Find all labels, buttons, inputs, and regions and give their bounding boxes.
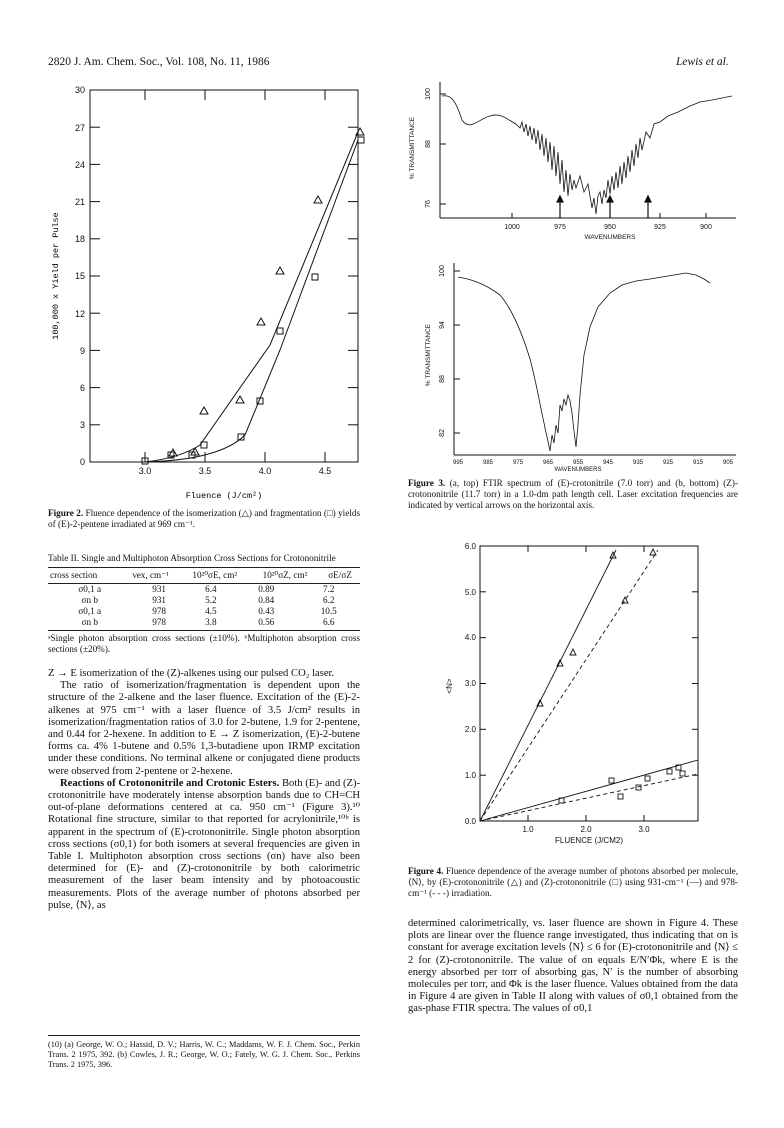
fig2-ytick: 0 [79,457,85,467]
table-2 [48,553,360,656]
figure-4-caption-text: Fluence dependence of the average number of photons absorbed per molecule, ⟨N⟩, by (E)-crotononitrile (△) and (Z)-crotononitrile (□) using 931-cm⁻¹ (—) and 978-cm⁻¹ (- - -) irradiation. [408,866,738,899]
table-2-header: νex, cm⁻¹ [132,570,169,581]
table-2-header: cross section [50,570,98,581]
running-header-left: 2820 J. Am. Chem. Soc., Vol. 108, No. 11, 1986 [48,56,270,68]
figure-3-caption-label: Figure 3. [408,478,446,488]
figure-4-caption-label: Figure 4. [408,866,444,876]
table-cell: 931 [152,584,167,595]
footnote: (10) (a) George, W. O.; Hassid, D. V.; Harris, W. C.; Maddams, W. F. J. Chem. Soc., Perkin Trans. 2 1975, 392. (b) Cowles, J. R.; George, W. O.; Fately, W. G. J. Chem. Soc., Perkins Trans. 2 1975, 396. [48,1040,360,1070]
figure-3b-spectrum [400,255,744,475]
fig2-ytick: 15 [74,271,85,281]
fig3a-xtick: 1000 [504,224,520,231]
fig4-ytick: 1.0 [464,771,476,780]
fig3b-ytick: 94 [439,321,446,329]
fig2-ytick: 18 [74,234,85,244]
table-row [48,606,360,617]
table-cell: 978 [152,606,167,617]
figure-4-chart [440,540,720,860]
table-cell: 7.2 [322,584,335,595]
fig3a-ytick: 76 [425,200,432,208]
fig3b-xtick: 995 [452,460,464,466]
fig3b-trace [458,273,710,451]
fig2-xtick: 3.5 [198,466,212,476]
table-2-header: 10²⁰σZ, cm² [262,570,308,581]
fig3a-xtick: 925 [654,224,666,231]
fig4-triangle-markers [537,549,656,706]
fig3b-xtick: 945 [602,460,614,466]
fig3a-ytick: 88 [425,140,432,148]
fig3a-y-axis-label: % TRANSMITTANCE [409,116,416,180]
fig2-x-axis-label: Fluence (J/cm²) [185,491,263,500]
fig3b-ytick: 100 [439,265,446,277]
fig3a-xtick: 900 [700,224,712,231]
footnote-rule [48,1035,360,1036]
table-cell: 5.2 [205,595,217,606]
table-cell: 4.5 [205,606,217,617]
fig2-ytick: 27 [74,123,85,133]
fig2-xtick: 4.5 [318,466,332,476]
table-cell: 0.56 [258,617,275,628]
fig3b-xtick: 975 [512,460,524,466]
fig3b-xtick: 985 [482,460,494,466]
fig4-Z-978-line [480,774,698,821]
table-2-header: σE/σZ [328,570,352,581]
fig3a-trace [442,96,732,214]
paragraph: Both (E)- and (Z)-crotononitrile have moderately intense absorption bands due to CH=CH out-of-plane deformations centered at ca. 950 cm⁻¹ (Figure 3).¹⁰ Rotational fine structure, similar to that reported for acrylonitrile,¹⁰ᵇ is apparent in the spectrum of (E)-crotononitrile. Single photon absorption cross sections (σ0,1) for both isomers at several frequencies are given in Table I. Multiphoton absorption cross sections (σn) have also been determined for (E)- and (Z)-crotononitrile by both calorimetric measurement of the laser beam intensity and by photoacoustic measurements. Plots of the average number of photons absorbed per pulse, ⟨N⟩, as [48,777,360,911]
fig2-y-axis-label: 100,000 x Yield per Pulse [51,212,61,340]
table-cell: σ0,1 a [78,606,102,617]
table-row [48,595,360,606]
table-cell: 931 [152,595,167,606]
fig2-ytick: 6 [79,383,85,393]
paragraph: The ratio of isomerization/fragmentation is dependent upon the structure of the 2-alkene and the laser fluence. Excitation of the (E)-2-alkenes at 975 cm⁻¹ with a laser fluence of 3.5 J/cm² results in isomerization/fragmentation ratios of 3.0 for 2-butene, 1.9 for 2-pentene, and 0.44 for 2-hexene. In addition to E → Z isomerization, (E)-2-butene forms ca. 4% 1-butene and 0.5% 1,3-butadiene upon IRMP excitation under these conditions. No terminal alkene or conjugated diene products were observed from 2-pentene or 2-hexene. [48,680,360,777]
table-cell: σn b [81,617,98,628]
fig3b-xtick: 905 [722,460,734,466]
table-cell: 0.43 [258,606,275,617]
figure-2-chart [40,80,380,500]
table-2-header: 10²⁰σE, cm² [192,570,238,581]
table-cell: 6.4 [205,584,217,595]
table-2-footnote: ᵃSingle photon absorption cross sections (±10%). ᵇMultiphoton absorption cross sections (±20%). [48,633,360,655]
section-heading: Reactions of Crotononitrile and Crotonic Esters. [60,777,280,789]
fig4-ytick: 0.0 [464,817,476,826]
fig3a-ytick: 100 [425,88,432,100]
fig3b-ytick: 82 [439,429,446,437]
fig3b-xtick: 955 [572,460,584,466]
fig3a-excitation-arrows [557,196,651,218]
fig4-square-markers [559,765,685,803]
fig2-ytick: 3 [79,420,85,430]
figure-4-caption [408,866,738,900]
fig3a-xtick: 950 [604,224,616,231]
fig4-y-axis-label: <N> [445,678,454,694]
fig4-E-978-line [480,550,658,821]
fig4-x-axis-label: FLUENCE (J/CM2) [554,836,624,845]
fig3b-ytick: 88 [439,375,446,383]
table-cell: 3.8 [205,617,217,628]
fig2-triangle-markers [169,128,364,456]
fig2-ytick: 9 [79,346,85,356]
fig2-fragmentation-curve [145,140,358,462]
fig3b-xtick: 915 [692,460,704,466]
fig2-isomerization-curve [145,132,358,462]
fig2-ytick: 21 [74,197,85,207]
table-cell: 6.2 [322,595,335,606]
fig4-xtick: 3.0 [638,825,650,834]
figure-2-caption [48,508,360,530]
fig3b-xtick: 935 [632,460,644,466]
fig4-xtick: 2.0 [580,825,592,834]
fig3b-y-axis-label: % TRANSMITTANCE [425,323,432,387]
fig2-ytick: 24 [74,160,85,170]
table-2-title: Table II. Single and Multiphoton Absorption Cross Sections for Crotononitrile [48,553,336,563]
table-cell: 0.89 [258,584,275,595]
fig4-ytick: 3.0 [464,679,476,688]
fig3b-x-axis-label: WAVENUMBERS [554,467,602,473]
fig2-xtick: 4.0 [258,466,272,476]
figure-3-caption-text: (a, top) FTIR spectrum of (E)-crotonitrile (7.0 torr) and (b, bottom) (Z)-crotononitrile (11.7 torr) in a 1.0-dm path length cell. Laser excitation frequencies are indicated by vertical arrows on the horizontal axis. [408,478,739,511]
fig2-ytick: 30 [74,85,85,95]
fig2-xtick: 3.0 [138,466,152,476]
left-column-body [48,668,360,912]
fig3b-xtick: 965 [542,460,554,466]
fig3b-xtick: 925 [662,460,674,466]
fig4-Z-931-line [480,760,698,821]
figure-3a-spectrum [400,80,744,250]
fig4-ytick: 4.0 [464,633,476,642]
paragraph: Z → E isomerization of the (Z)-alkenes using our pulsed CO₂ laser. [48,668,335,679]
fig4-ytick: 5.0 [464,588,476,597]
figure-2-caption-text: Fluence dependence of the isomerization (△) and fragmentation (□) yields of (E)-2-pentene irradiated at 969 cm⁻¹. [48,508,361,530]
fig4-ytick: 6.0 [464,542,476,551]
running-header-right: Lewis et al. [676,56,729,68]
fig3a-xtick: 975 [554,224,566,231]
figure-3-caption [408,478,738,512]
table-cell: σ0,1 a [78,584,102,595]
fig3a-x-axis-label: WAVENUMBERS [584,234,636,241]
fig2-ytick: 12 [74,309,85,319]
table-cell: σn b [81,595,98,606]
table-cell: 10.5 [320,606,337,617]
table-row [48,617,360,628]
fig4-E-931-line [480,550,616,821]
fig4-xtick: 1.0 [522,825,534,834]
table-cell: 6.6 [322,617,335,628]
table-row [48,584,360,595]
right-column-body: determined calorimetrically, vs. laser fluence are shown in Figure 4. These plots are linear over the fluence range investigated, thus indicating that σn is constant for average excitation levels ⟨N⟩ ≤ 6 for (E)-crotononitrile and ⟨N⟩ ≤ 2 for (Z)-crotononitrile. The value of σn equals E/N′Φk, where E is the energy absorbed per torr of absorbing gas, N′ is the number of absorbing molecules per torr, and Φk is the laser fluence. Values obtained from the data in Figure 4 are given in Table II along with values of σ0,1 obtained from the gas-phase FTIR spectra. The values of σ0,1 [408,918,738,1015]
figure-2-caption-label: Figure 2. [48,508,84,518]
table-cell: 0.84 [258,595,275,606]
fig4-ytick: 2.0 [464,725,476,734]
table-cell: 978 [152,617,167,628]
